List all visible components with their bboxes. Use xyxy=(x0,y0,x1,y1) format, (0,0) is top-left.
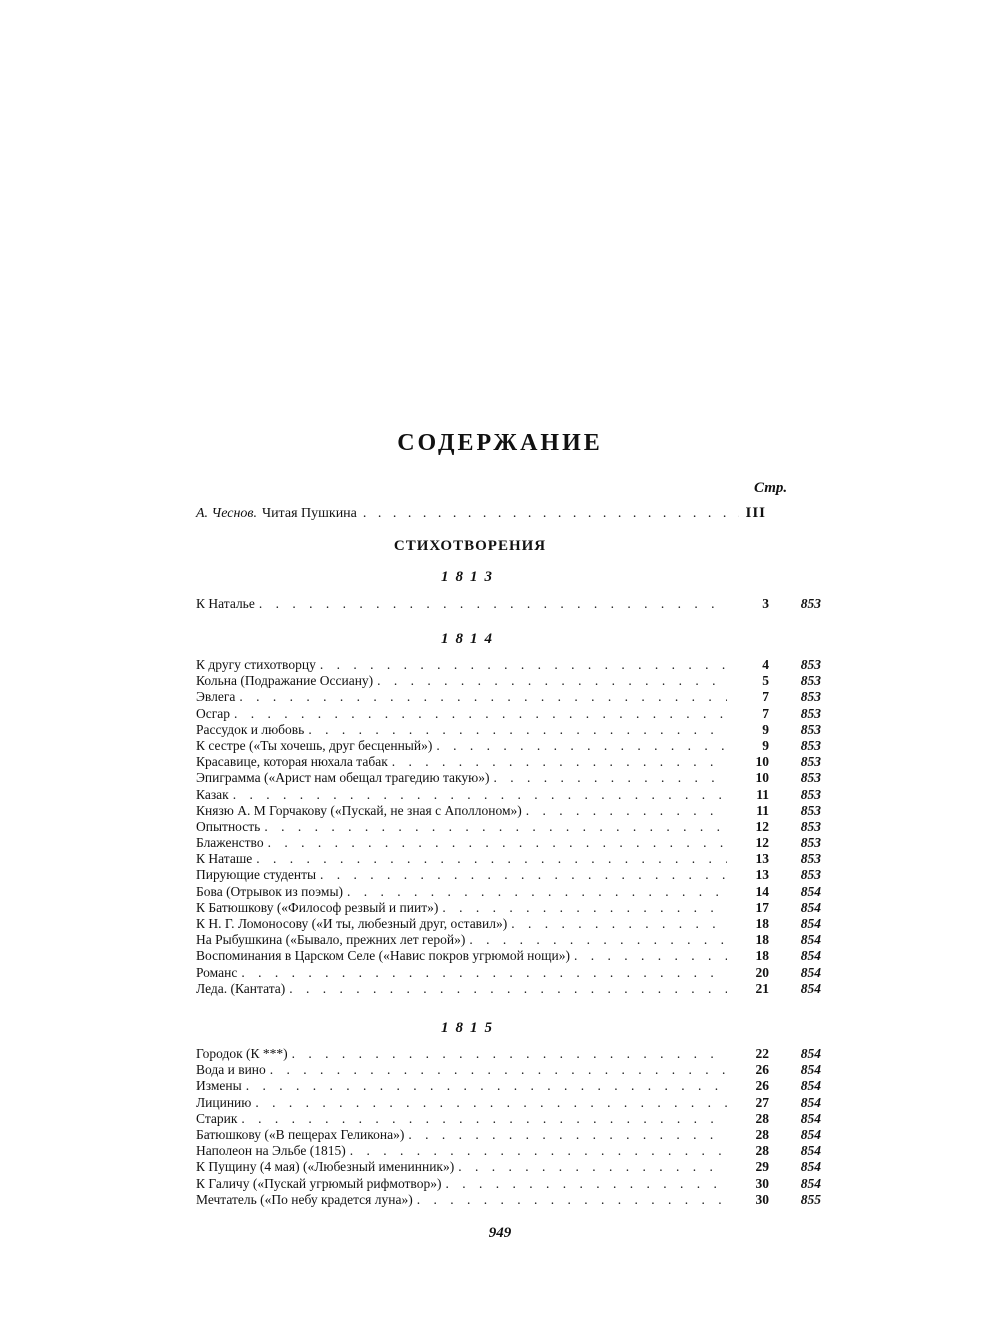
entry-page: 20 xyxy=(755,964,769,980)
entry-comment-page: 853 xyxy=(800,770,821,786)
entry-comment-page: 854 xyxy=(800,1078,821,1094)
entry-title: Романс xyxy=(196,964,238,980)
entry-page: 18 xyxy=(755,932,769,948)
entry-comment-page: 854 xyxy=(800,980,821,996)
intro-entry xyxy=(196,505,766,522)
toc-entry xyxy=(196,965,821,981)
toc-entry xyxy=(196,706,821,722)
entry-title: К сестре («Ты хочешь, друг бесценный») xyxy=(196,737,433,753)
dot-leader xyxy=(292,1046,727,1062)
entry-page: 7 xyxy=(762,705,769,721)
entry-comment-page: 853 xyxy=(800,596,821,611)
entry-comment-page: 854 xyxy=(800,948,821,964)
entry-page: 14 xyxy=(755,883,769,899)
entry-comment-page: 853 xyxy=(800,705,821,721)
toc-entry xyxy=(196,1078,821,1094)
intro-title: Читая Пушкина xyxy=(261,506,357,521)
entry-title: Вода и вино xyxy=(196,1062,266,1078)
entry-comment-page: 854 xyxy=(800,932,821,948)
intro-page: III xyxy=(745,505,766,521)
entry-comment-page: 855 xyxy=(800,1191,821,1207)
entry-page: 9 xyxy=(762,721,769,737)
entry-title: Князю А. М Горчакову («Пускай, не зная с Аполлоном») xyxy=(196,802,522,818)
toc-entry xyxy=(196,722,821,738)
entry-title: К Галичу («Пускай угрюмый рифмотвор») xyxy=(196,1175,442,1191)
entry-comment-page: 854 xyxy=(800,1094,821,1110)
dot-leader xyxy=(255,1095,727,1111)
year-heading-1815: 1815 xyxy=(441,1020,499,1036)
entry-title: К Батюшкову («Философ резвый и пиит») xyxy=(196,899,439,915)
entry-page: 4 xyxy=(762,657,769,672)
dot-leader xyxy=(259,596,727,612)
entry-comment-page: 853 xyxy=(800,657,821,672)
dot-leader xyxy=(256,851,727,867)
entry-comment-page: 853 xyxy=(800,786,821,802)
entry-title: К Н. Г. Ломоносову («И ты, любезный друг, оставил») xyxy=(196,916,508,931)
entry-comment-page: 854 xyxy=(800,1126,821,1142)
dot-leader xyxy=(308,722,727,738)
toc-entry xyxy=(196,657,821,673)
dot-leader xyxy=(241,965,727,981)
toc-entry xyxy=(196,867,821,883)
toc-entry xyxy=(196,738,821,754)
year-heading-1813: 1813 xyxy=(441,569,499,585)
dot-leader xyxy=(417,1192,727,1208)
toc-entry xyxy=(196,1159,821,1175)
entry-page: 18 xyxy=(755,948,769,964)
dot-leader xyxy=(239,689,727,705)
entry-page: 13 xyxy=(755,851,769,867)
entry-comment-page: 853 xyxy=(800,754,821,770)
dot-leader xyxy=(436,738,727,754)
entry-title: Бова (Отрывок из поэмы) xyxy=(196,883,344,899)
entry-page: 12 xyxy=(755,818,769,834)
entry-title: Красавице, которая нюхала табак xyxy=(196,754,388,770)
toc-group-1813 xyxy=(196,596,821,612)
entry-page: 26 xyxy=(755,1062,769,1078)
entry-comment-page: 853 xyxy=(800,835,821,851)
entry-page: 13 xyxy=(755,867,769,883)
intro-author: А. Чеснов. xyxy=(196,506,257,521)
entry-page: 7 xyxy=(762,689,769,705)
toc-entry xyxy=(196,1192,821,1208)
entry-title: Эпиграмма («Арист нам обещал трагедию такую») xyxy=(196,770,490,786)
dot-leader xyxy=(511,916,727,932)
entry-page: 18 xyxy=(755,916,769,931)
dot-leader xyxy=(347,884,727,900)
toc-entry xyxy=(196,1095,821,1111)
entry-page: 26 xyxy=(755,1078,769,1094)
entry-title: На Рыбушкина («Бывало, прежних лет герой») xyxy=(196,932,466,948)
entry-title: К Наталье xyxy=(196,596,255,611)
dot-leader xyxy=(445,1176,727,1192)
entry-page: 10 xyxy=(755,770,769,786)
entry-title: Пирующие студенты xyxy=(196,867,317,883)
entry-page: 29 xyxy=(755,1159,769,1175)
toc-entry xyxy=(196,819,821,835)
entry-page: 22 xyxy=(755,1046,769,1061)
entry-title: Батюшкову («В пещерах Геликона») xyxy=(196,1126,405,1142)
section-heading: СТИХОТВОРЕНИЯ xyxy=(393,538,547,554)
toc-entry xyxy=(196,851,821,867)
entry-title: Эвлега xyxy=(196,689,236,705)
toc-entry xyxy=(196,596,821,612)
toc-group-1814 xyxy=(196,657,821,997)
entry-comment-page: 854 xyxy=(800,1175,821,1191)
toc-entry xyxy=(196,803,821,819)
entry-comment-page: 854 xyxy=(800,1046,821,1061)
entry-title: Блаженство xyxy=(196,835,264,851)
entry-page: 27 xyxy=(755,1094,769,1110)
entry-comment-page: 854 xyxy=(800,964,821,980)
entry-comment-page: 853 xyxy=(800,673,821,689)
entry-comment-page: 853 xyxy=(800,851,821,867)
dot-leader xyxy=(270,1062,727,1078)
dot-leader xyxy=(377,673,727,689)
entry-title: Казак xyxy=(196,786,229,802)
dot-leader xyxy=(392,754,727,770)
dot-leader xyxy=(246,1078,727,1094)
entry-page: 9 xyxy=(762,737,769,753)
dot-leader xyxy=(363,506,740,522)
dot-leader xyxy=(320,867,727,883)
toc-group-1815 xyxy=(196,1046,821,1208)
entry-comment-page: 853 xyxy=(800,802,821,818)
entry-page: 12 xyxy=(755,835,769,851)
entry-page: 30 xyxy=(755,1175,769,1191)
entry-page: 5 xyxy=(762,673,769,689)
toc-entry xyxy=(196,689,821,705)
dot-leader xyxy=(574,948,727,964)
entry-title: К другу стихотворцу xyxy=(196,657,316,672)
entry-comment-page: 854 xyxy=(800,883,821,899)
toc-entry xyxy=(196,916,821,932)
toc-entry xyxy=(196,1176,821,1192)
toc-entry xyxy=(196,1111,821,1127)
entry-title: Наполеон на Эльбе (1815) xyxy=(196,1143,346,1159)
dot-leader xyxy=(320,657,727,673)
dot-leader xyxy=(526,803,727,819)
page-number: 949 xyxy=(488,1225,512,1241)
dot-leader xyxy=(234,706,727,722)
year-heading-1814: 1814 xyxy=(441,631,499,647)
dot-leader xyxy=(493,770,727,786)
entry-title: Рассудок и любовь xyxy=(196,721,305,737)
entry-page: 10 xyxy=(755,754,769,770)
entry-page: 28 xyxy=(755,1126,769,1142)
entry-comment-page: 854 xyxy=(800,916,821,931)
toc-entry xyxy=(196,787,821,803)
page-title: СОДЕРЖАНИЕ xyxy=(397,430,603,456)
entry-title: К Пущину (4 мая) («Любезный именинник») xyxy=(196,1159,455,1175)
entry-title: Мечтатель («По небу крадется луна») xyxy=(196,1191,413,1207)
entry-page: 28 xyxy=(755,1143,769,1159)
entry-title: К Наташе xyxy=(196,851,253,867)
entry-comment-page: 854 xyxy=(800,1143,821,1159)
entry-title: Леда. (Кантата) xyxy=(196,980,286,996)
dot-leader xyxy=(233,787,727,803)
toc-entry xyxy=(196,770,821,786)
entry-comment-page: 853 xyxy=(800,737,821,753)
dot-leader xyxy=(408,1127,727,1143)
entry-title: Воспоминания в Царском Селе («Навис покров угрюмой нощи») xyxy=(196,948,571,964)
entry-title: Кольна (Подражание Оссиану) xyxy=(196,673,374,689)
entry-title: Опытность xyxy=(196,818,261,834)
entry-page: 11 xyxy=(756,786,769,802)
dot-leader xyxy=(268,835,727,851)
entry-page: 30 xyxy=(755,1191,769,1207)
entry-comment-page: 853 xyxy=(800,867,821,883)
toc-entry xyxy=(196,835,821,851)
entry-page: 3 xyxy=(762,596,769,611)
toc-entry xyxy=(196,1143,821,1159)
entry-comment-page: 854 xyxy=(800,1110,821,1126)
dot-leader xyxy=(350,1143,727,1159)
entry-comment-page: 853 xyxy=(800,689,821,705)
toc-entry xyxy=(196,673,821,689)
toc-entry xyxy=(196,948,821,964)
page-column-label: Стр. xyxy=(754,480,788,496)
entry-comment-page: 853 xyxy=(800,721,821,737)
toc-entry xyxy=(196,754,821,770)
entry-page: 28 xyxy=(755,1110,769,1126)
dot-leader xyxy=(264,819,727,835)
entry-comment-page: 854 xyxy=(800,899,821,915)
toc-entry xyxy=(196,981,821,997)
entry-title: Лицинию xyxy=(196,1094,252,1110)
entry-title: Осгар xyxy=(196,705,231,721)
entry-page: 11 xyxy=(756,802,769,818)
dot-leader xyxy=(241,1111,727,1127)
entry-title: Городок (К ***) xyxy=(196,1046,288,1061)
dot-leader xyxy=(458,1159,727,1175)
dot-leader xyxy=(442,900,727,916)
entry-page: 21 xyxy=(755,980,769,996)
entry-comment-page: 853 xyxy=(800,818,821,834)
toc-entry xyxy=(196,884,821,900)
dot-leader xyxy=(469,932,727,948)
toc-entry xyxy=(196,900,821,916)
entry-comment-page: 854 xyxy=(800,1062,821,1078)
entry-title: Старик xyxy=(196,1110,238,1126)
toc-entry xyxy=(196,1046,821,1062)
entry-title: Измены xyxy=(196,1078,242,1094)
dot-leader xyxy=(289,981,727,997)
entry-page: 17 xyxy=(755,899,769,915)
toc-entry xyxy=(196,932,821,948)
toc-entry xyxy=(196,1062,821,1078)
toc-entry xyxy=(196,1127,821,1143)
entry-comment-page: 854 xyxy=(800,1159,821,1175)
